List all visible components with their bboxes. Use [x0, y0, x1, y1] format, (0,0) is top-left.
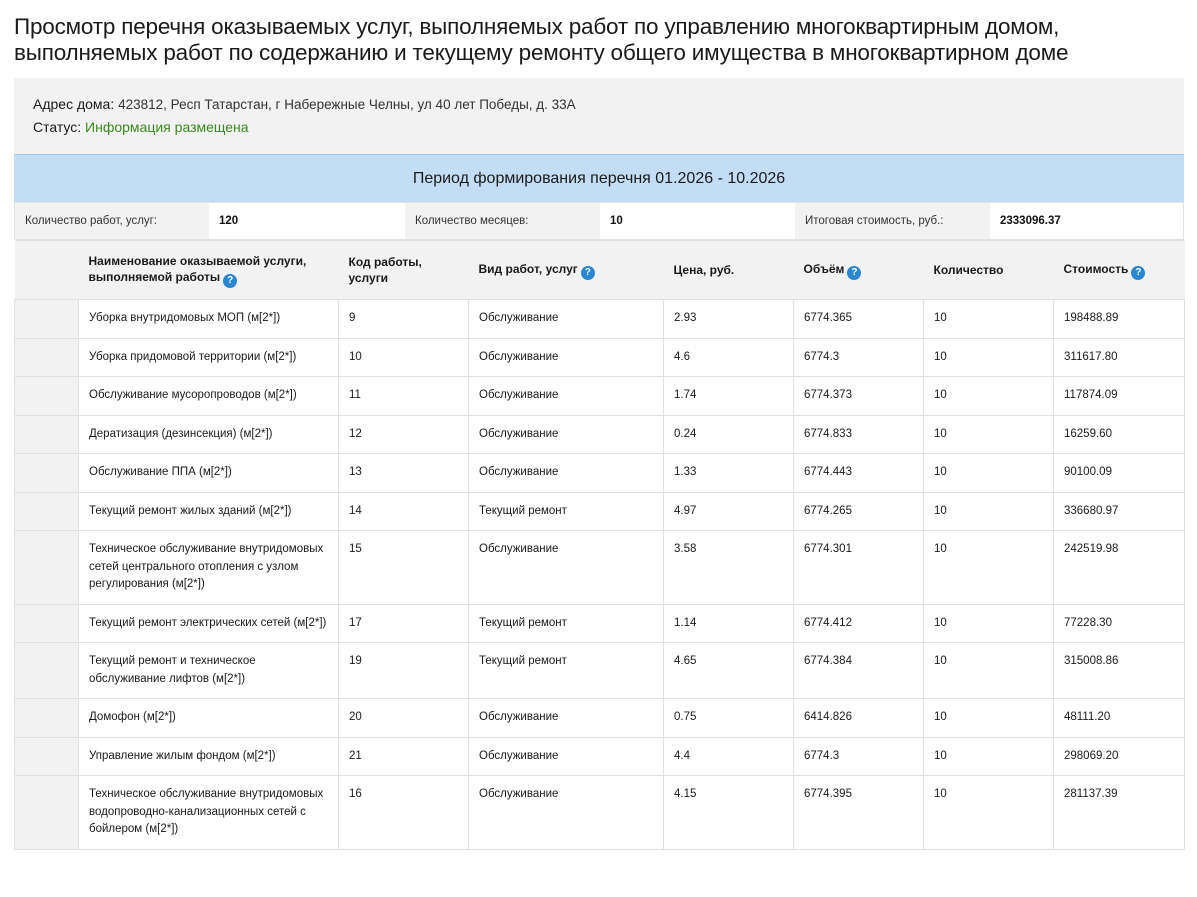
summary-bar: [14, 202, 1184, 240]
cell-price: 2.93: [664, 300, 794, 339]
page-title-line-1: Просмотр перечня оказываемых услуг, выполняемых работ по управлению многоквартирным домом,: [14, 14, 1060, 39]
cell-price: 1.33: [664, 454, 794, 493]
row-index-cell: [15, 377, 79, 416]
cell-type: Обслуживание: [469, 454, 664, 493]
cell-type: Обслуживание: [469, 737, 664, 776]
page-title: [14, 14, 1184, 66]
cell-price: 4.97: [664, 492, 794, 531]
cell-name: Техническое обслуживание внутридомовых сетей центрального отопления с узлом регулирования (м[2*]): [79, 531, 339, 605]
cell-cost: 242519.98: [1054, 531, 1185, 605]
table-row: [15, 699, 1185, 738]
header-row: [15, 241, 1185, 300]
header-volume-label: Объём: [803, 261, 845, 276]
address-label: Адрес дома:: [33, 96, 115, 112]
cell-cost: 281137.39: [1054, 776, 1185, 850]
help-icon[interactable]: ?: [847, 266, 861, 280]
cell-price: 1.14: [664, 604, 794, 643]
cell-type: Обслуживание: [469, 699, 664, 738]
cell-quantity: 10: [924, 699, 1054, 738]
help-icon[interactable]: ?: [1131, 266, 1145, 280]
cell-price: 1.74: [664, 377, 794, 416]
header-quantity: [924, 241, 1054, 300]
house-info-panel: [14, 78, 1184, 154]
cell-price: 4.4: [664, 737, 794, 776]
months-count-value: 10: [610, 215, 623, 227]
cell-quantity: 10: [924, 415, 1054, 454]
cell-volume: 6774.373: [794, 377, 924, 416]
row-index-cell: [15, 604, 79, 643]
header-price-label: Цена, руб.: [673, 263, 735, 277]
cell-volume: 6774.365: [794, 300, 924, 339]
cell-code: 19: [339, 643, 469, 699]
cell-cost: 336680.97: [1054, 492, 1185, 531]
cell-volume: 6774.265: [794, 492, 924, 531]
cell-cost: 77228.30: [1054, 604, 1185, 643]
cell-name: Дератизация (дезинсекция) (м[2*]): [79, 415, 339, 454]
row-index-cell: [15, 737, 79, 776]
cell-code: 9: [339, 300, 469, 339]
cell-name: Текущий ремонт жилых зданий (м[2*]): [79, 492, 339, 531]
cell-price: 0.75: [664, 699, 794, 738]
cell-name: Текущий ремонт электрических сетей (м[2*]): [79, 604, 339, 643]
table-row: [15, 776, 1185, 850]
works-count-value: 120: [219, 215, 239, 227]
row-index-cell: [15, 415, 79, 454]
row-index-cell: [15, 338, 79, 377]
cell-type: Обслуживание: [469, 300, 664, 339]
cell-type: Обслуживание: [469, 531, 664, 605]
help-icon[interactable]: ?: [223, 274, 237, 288]
header-name: [79, 241, 339, 300]
cell-volume: 6774.833: [794, 415, 924, 454]
row-index-cell: [15, 776, 79, 850]
cell-type: Обслуживание: [469, 338, 664, 377]
cell-quantity: 10: [924, 643, 1054, 699]
header-name-label: Наименование оказываемой услуги, выполняемой работы: [88, 253, 307, 284]
table-row: [15, 454, 1185, 493]
cell-name: Техническое обслуживание внутридомовых водопроводно-канализационных сетей с бойлером (м[2*]): [79, 776, 339, 850]
cell-volume: 6774.412: [794, 604, 924, 643]
cell-type: Текущий ремонт: [469, 604, 664, 643]
cell-quantity: 10: [924, 300, 1054, 339]
table-row: [15, 338, 1185, 377]
status-line: [33, 118, 249, 136]
cell-name: Управление жилым фондом (м[2*]): [79, 737, 339, 776]
total-cost-value: 2333096.37: [1000, 215, 1061, 227]
status-label: Статус:: [33, 119, 82, 135]
table-row: [15, 604, 1185, 643]
table-row: [15, 737, 1185, 776]
row-index-cell: [15, 454, 79, 493]
header-quantity-label: Количество: [933, 263, 1004, 277]
cell-quantity: 10: [924, 492, 1054, 531]
cell-name: Обслуживание ППА (м[2*]): [79, 454, 339, 493]
cell-price: 4.65: [664, 643, 794, 699]
cell-volume: 6414.826: [794, 699, 924, 738]
header-type: [469, 241, 664, 300]
row-index-cell: [15, 699, 79, 738]
cell-type: Текущий ремонт: [469, 492, 664, 531]
cell-name: Уборка придомовой территории (м[2*]): [79, 338, 339, 377]
page-title-line-2: выполняемых работ по содержанию и текущему ремонту общего имущества в многоквартирном доме: [14, 40, 1069, 65]
cell-quantity: 10: [924, 604, 1054, 643]
table-row: [15, 300, 1185, 339]
cell-cost: 315008.86: [1054, 643, 1185, 699]
header-type-label: Вид работ, услуг: [478, 261, 578, 276]
cell-cost: 311617.80: [1054, 338, 1185, 377]
cell-name: Обслуживание мусоропроводов (м[2*]): [79, 377, 339, 416]
cell-price: 3.58: [664, 531, 794, 605]
help-icon[interactable]: ?: [581, 266, 595, 280]
cell-volume: 6774.443: [794, 454, 924, 493]
table-row: [15, 415, 1185, 454]
cell-quantity: 10: [924, 776, 1054, 850]
cell-cost: 90100.09: [1054, 454, 1185, 493]
cell-cost: 117874.09: [1054, 377, 1185, 416]
header-cost-label: Стоимость: [1063, 261, 1129, 276]
table-row: [15, 531, 1185, 605]
cell-price: 0.24: [664, 415, 794, 454]
cell-volume: 6774.3: [794, 338, 924, 377]
cell-code: 16: [339, 776, 469, 850]
header-cost: [1054, 241, 1185, 300]
cell-name: Уборка внутридомовых МОП (м[2*]): [79, 300, 339, 339]
cell-type: Обслуживание: [469, 377, 664, 416]
cell-quantity: 10: [924, 377, 1054, 416]
cell-code: 11: [339, 377, 469, 416]
period-header: Период формирования перечня 01.2026 - 10.2026: [14, 154, 1184, 202]
header-code-label: Код работы, услуги: [348, 255, 422, 285]
cell-code: 10: [339, 338, 469, 377]
cell-cost: 16259.60: [1054, 415, 1185, 454]
total-cost-label: Итоговая стоимость, руб.:: [795, 203, 990, 239]
header-code: [339, 241, 469, 300]
header-volume: [794, 241, 924, 300]
cell-type: Обслуживание: [469, 776, 664, 850]
table-row: [15, 643, 1185, 699]
table-row: [15, 377, 1185, 416]
cell-name: Текущий ремонт и техническое обслуживание лифтов (м[2*]): [79, 643, 339, 699]
cell-type: Текущий ремонт: [469, 643, 664, 699]
cell-code: 21: [339, 737, 469, 776]
table-row: [15, 492, 1185, 531]
cell-price: 4.15: [664, 776, 794, 850]
cell-volume: 6774.301: [794, 531, 924, 605]
table-header: [15, 241, 1185, 300]
months-count-label: Количество месяцев:: [405, 203, 600, 239]
cell-code: 15: [339, 531, 469, 605]
cell-code: 12: [339, 415, 469, 454]
cell-quantity: 10: [924, 338, 1054, 377]
cell-volume: 6774.384: [794, 643, 924, 699]
cell-quantity: 10: [924, 454, 1054, 493]
cell-type: Обслуживание: [469, 415, 664, 454]
row-index-cell: [15, 492, 79, 531]
cell-cost: 48111.20: [1054, 699, 1185, 738]
cell-cost: 198488.89: [1054, 300, 1185, 339]
cell-price: 4.6: [664, 338, 794, 377]
cell-name: Домофон (м[2*]): [79, 699, 339, 738]
row-index-cell: [15, 643, 79, 699]
cell-quantity: 10: [924, 531, 1054, 605]
services-table: [14, 240, 1185, 850]
cell-code: 13: [339, 454, 469, 493]
cell-cost: 298069.20: [1054, 737, 1185, 776]
cell-code: 17: [339, 604, 469, 643]
row-index-cell: [15, 300, 79, 339]
cell-volume: 6774.395: [794, 776, 924, 850]
address-value: 423812, Респ Татарстан, г Набережные Челны, ул 40 лет Победы, д. 33А: [118, 97, 576, 112]
address-line: [33, 95, 576, 114]
cell-code: 14: [339, 492, 469, 531]
works-count-label: Количество работ, услуг:: [15, 203, 209, 239]
cell-quantity: 10: [924, 737, 1054, 776]
row-index-cell: [15, 531, 79, 605]
cell-code: 20: [339, 699, 469, 738]
header-index: [15, 241, 79, 300]
table-body: [15, 300, 1185, 850]
status-value: Информация размещена: [85, 119, 249, 135]
header-price: [664, 241, 794, 300]
cell-volume: 6774.3: [794, 737, 924, 776]
